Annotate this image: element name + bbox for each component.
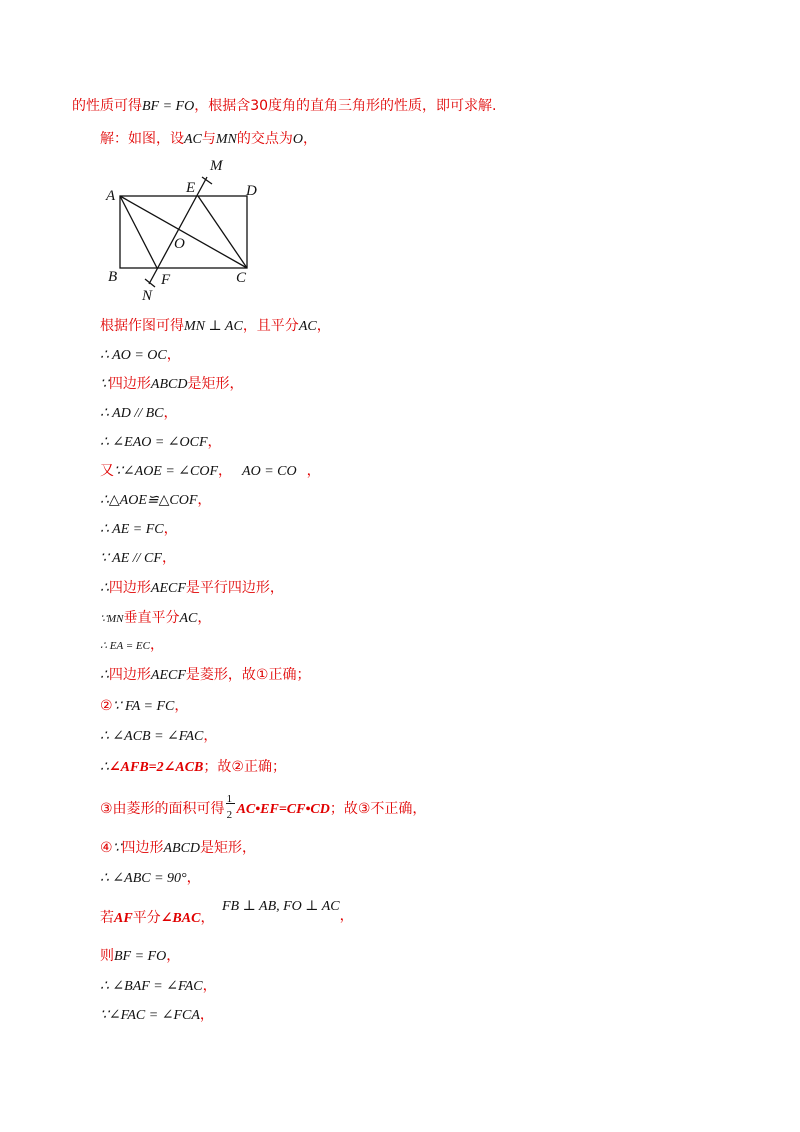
text: ， (207, 434, 222, 450)
label-f: F (161, 272, 171, 288)
text: 四边形 (108, 376, 151, 392)
step-angle-eao (100, 432, 222, 453)
math: ∴ AO = OC (100, 348, 167, 363)
step-perpendicular-bisector (100, 608, 211, 629)
math: ∵ FA = FC (112, 699, 175, 714)
math: ABCD (150, 377, 188, 392)
text: 与 (201, 131, 216, 147)
math: ∴ AD // BC (100, 406, 164, 421)
step-parallelogram (100, 578, 284, 599)
math: ∴ (100, 581, 109, 596)
text: ， (166, 948, 181, 964)
math-bold: AC•EF=CF•CD (236, 802, 330, 817)
text: ， (197, 492, 212, 508)
text: ；故③不正确， (329, 801, 427, 817)
math: ∵∠FAC = ∠FCA (100, 1008, 200, 1023)
math-bold: ∠BAC (160, 911, 201, 926)
text: 垂直平分 (123, 610, 180, 626)
math: BF = FO (142, 99, 195, 114)
math: ABCD (163, 841, 201, 856)
math: ∵ (100, 377, 109, 392)
text: ， (303, 131, 318, 147)
math: ∴ ∠BAF = ∠FAC (100, 979, 203, 994)
text: 四边形 (108, 667, 151, 683)
math: BF = FO (114, 949, 167, 964)
part3-area (100, 793, 427, 821)
math: AC (184, 132, 202, 147)
text: ，且平分 (242, 318, 299, 334)
text: 四边形 (108, 580, 151, 596)
text: 是矩形， (200, 840, 257, 856)
text: 的性质可得 (72, 98, 142, 114)
text: ， (203, 728, 218, 744)
math: ∴ AE = FC (100, 522, 164, 537)
segment-ec (198, 196, 247, 268)
math: AECF (150, 581, 186, 596)
step-congruent (100, 490, 211, 511)
label-e: E (186, 180, 196, 196)
text: 解：如图，设 (100, 131, 184, 147)
text: 的交点为 (236, 131, 293, 147)
text: ④ (100, 840, 113, 856)
math: MN (215, 132, 237, 147)
math: ∵MN (100, 613, 124, 625)
text: ，根据含30度角的直角三角形的性质，即可求解. (194, 98, 497, 114)
math: ∴ ∠ACB = ∠FAC (100, 729, 204, 744)
text: ， (161, 550, 176, 566)
part2-conclusion (100, 757, 286, 778)
math: AC (179, 611, 198, 626)
label-a: A (106, 188, 116, 204)
fraction-numerator: 1 (226, 793, 233, 805)
part4-angle-fac (100, 1005, 214, 1026)
text: 根据作图可得 (100, 318, 184, 334)
fraction-one-half (225, 793, 237, 821)
text: ， (202, 978, 217, 994)
text: 则 (100, 948, 114, 964)
text: ；故②正确； (203, 759, 286, 775)
math: O (292, 132, 304, 147)
part4-bisector (100, 908, 214, 929)
text: ， (186, 870, 201, 886)
part2-fa-fc (100, 696, 188, 717)
text: 若 (100, 910, 114, 926)
text: ， (166, 347, 181, 363)
math: ∴ (100, 760, 109, 775)
step-ao-oc (100, 345, 181, 366)
step-angle-aoe (100, 461, 321, 482)
rectangle-geometry-figure (100, 150, 270, 305)
text: ， (306, 463, 321, 479)
math: MN ⊥ AC (184, 319, 243, 334)
math: ∴ (100, 668, 109, 683)
step-ad-parallel-bc (100, 403, 178, 424)
label-c: C (236, 270, 247, 286)
solution-start (100, 129, 317, 150)
math-bold: ∠AFB=2∠ACB (108, 760, 204, 775)
step-ea-ec (100, 635, 164, 656)
fraction-denominator: 2 (226, 809, 233, 821)
text: ， (174, 698, 189, 714)
part4-angle-baf (100, 976, 217, 997)
label-d: D (246, 183, 257, 199)
label-m: M (210, 158, 223, 174)
text: ， (316, 318, 331, 334)
math: ∵ AE // CF (100, 551, 162, 566)
step-ae-parallel-cf (100, 548, 176, 569)
math: AO = CO (242, 464, 297, 479)
text: ， (339, 908, 354, 924)
math: ∴△AOE≌△COF (100, 493, 198, 508)
text: ， (200, 910, 215, 926)
part4-bf-fo (100, 946, 180, 967)
text: 四边形 (121, 840, 164, 856)
text: ， (199, 1007, 214, 1023)
step-ae-fc (100, 519, 178, 540)
part2-angle-acb (100, 726, 217, 747)
part4-right-angle (100, 868, 201, 889)
part4-rectangle (100, 838, 256, 859)
text: ③由菱形的面积可得 (100, 801, 225, 817)
step-rectangle (100, 374, 243, 395)
math: ∵ (112, 841, 122, 856)
intro-line (72, 96, 496, 117)
math: ∴ ∠ABC = 90° (100, 871, 187, 886)
label-o: O (174, 236, 185, 252)
text: ， (149, 637, 164, 653)
math: FB ⊥ AB, FO ⊥ AC (222, 899, 340, 914)
text: 是菱形，故①正确； (185, 667, 311, 683)
part4-perpendiculars (222, 896, 354, 924)
label-n: N (142, 288, 153, 304)
arc-mark-n (145, 279, 155, 287)
label-b: B (108, 269, 118, 285)
math: ∴ EA = EC (100, 640, 150, 652)
text: ② (100, 698, 113, 714)
text: ， (218, 463, 233, 479)
text: ， (163, 405, 178, 421)
text: ， (197, 610, 212, 626)
math-bold: AF (114, 911, 133, 926)
text: 是矩形， (187, 376, 244, 392)
text: 是平行四边形， (185, 580, 284, 596)
text: 平分 (132, 910, 161, 926)
construction-fact (100, 316, 331, 337)
math: AC (298, 319, 317, 334)
text: ， (163, 521, 178, 537)
text: 又 (100, 463, 114, 479)
math: ∴ ∠EAO = ∠OCF (100, 435, 208, 450)
math: ∵∠AOE = ∠COF (114, 464, 219, 479)
step-rhombus (100, 665, 310, 686)
math: AECF (150, 668, 186, 683)
